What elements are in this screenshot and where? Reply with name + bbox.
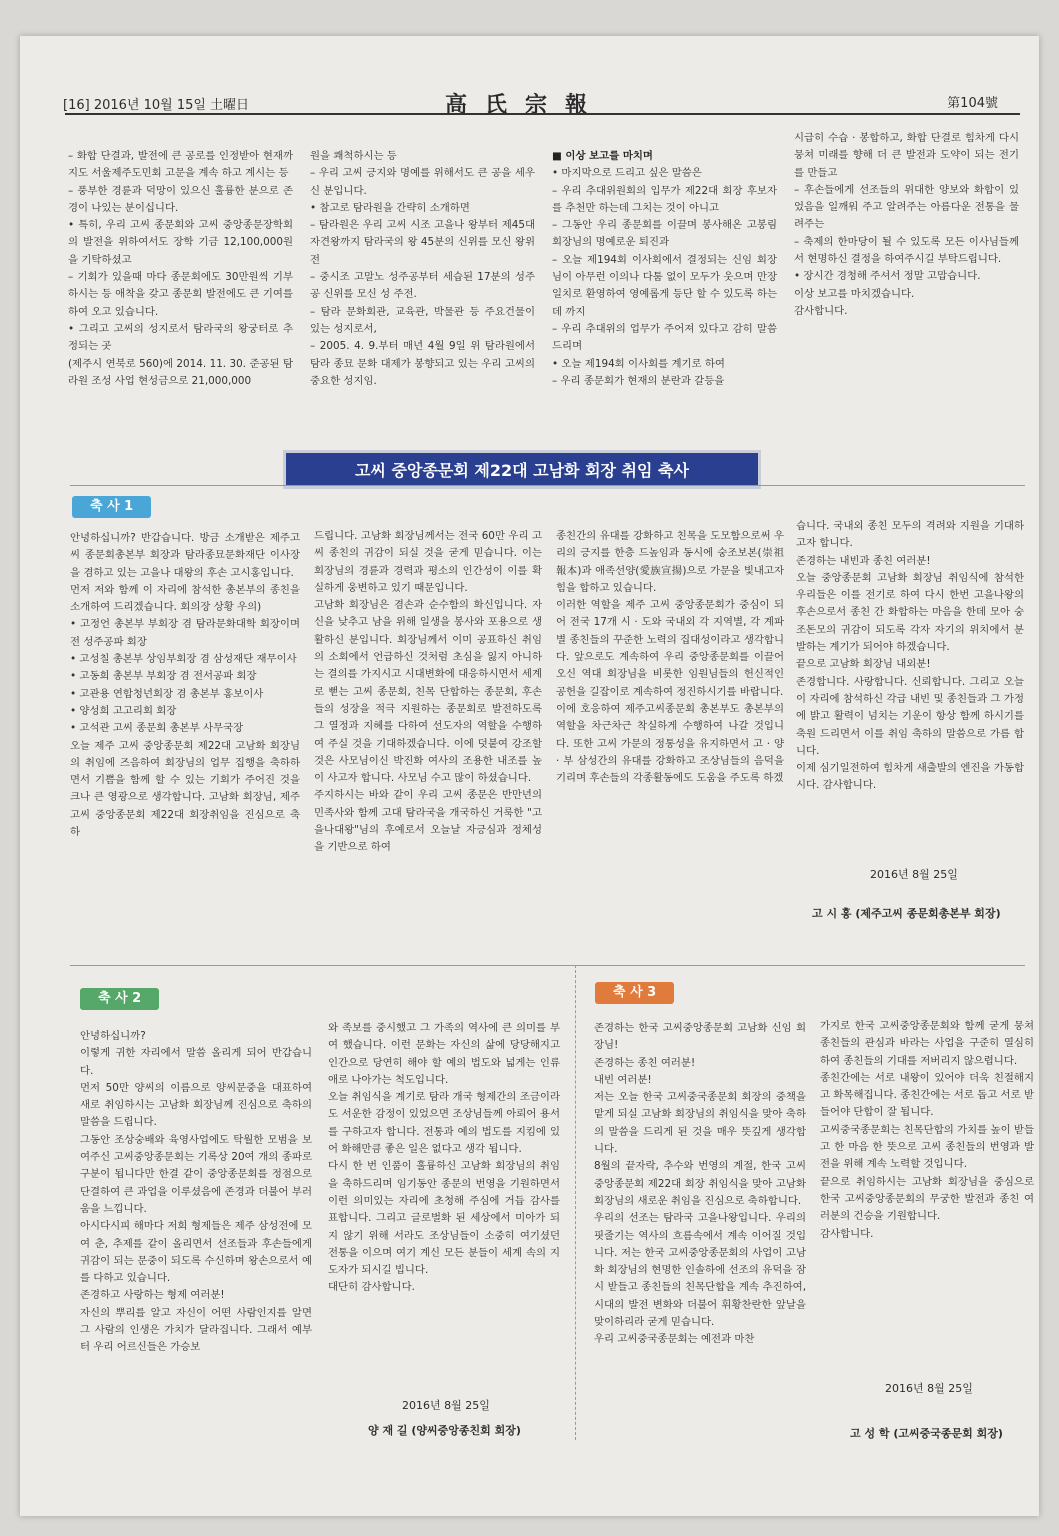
congrats-3-column-1 bbox=[594, 1020, 806, 1349]
paragraph: 감사합니다. bbox=[794, 304, 848, 317]
paragraph: – 후손들에게 선조들의 위대한 양보와 화합이 있었음을 일깨워 주고 알려주는 아름다운 전통을 물려주는 bbox=[794, 183, 1019, 231]
paragraph: • 마지막으로 드리고 싶은 말씀은 bbox=[552, 167, 702, 180]
paragraph: – 기회가 있을때 마다 종문회에도 30만원씩 기부하시는 등 애착을 갖고 종문회 발전에도 큰 기여를 하여 오고 있습니다. bbox=[68, 271, 293, 318]
paragraph: 먼저 50만 양씨의 이름으로 양씨문중을 대표하여 새로 취임하시는 고남화 회장님께 진심으로 축하의 말씀을 드립니다. bbox=[80, 1081, 312, 1129]
paragraph: 저는 오늘 한국 고씨중국종문회 회장의 중책을 맡게 되실 고남화 회장님의 취임식을 맞아 축하의 말씀을 드리게 된 것을 매우 뜻깊게 생각합니다. bbox=[594, 1091, 806, 1156]
paragraph: 와 족보를 중시했고 그 가족의 역사에 큰 의미를 부여 했습니다. 이런 문화는 자신의 삶에 당당해지고 인간으로 당연히 해야 할 예의 법도와 넓게는 인류애로 나아가는 척도입니다. bbox=[328, 1022, 560, 1086]
paragraph: 오늘 중앙종문회 고남화 회장님 취임식에 참석한 우리들은 이를 전기로 하여 다시 한번 고을나왕의 후손으로서 종친 간 화합하는 마음을 한데 모아 숭조돈모의 귀감이 되도록 각자 자기의 위치에서 분발하는 계기가 되어야 하겠습니다. bbox=[796, 571, 1024, 654]
congrats-3-tag: 축 사 3 bbox=[595, 982, 674, 1004]
paragraph: 습니다. 국내외 종친 모두의 격려와 지원을 기대하고자 합니다. bbox=[796, 520, 1024, 550]
section-divider-2 bbox=[70, 965, 1025, 966]
paragraph: 끝으로 고남화 회장님 내외분! bbox=[796, 658, 931, 671]
paragraph: 오늘 제주 고씨 중앙종문회 제22대 고남화 회장님의 취임에 즈음하여 회장님의 업무 집행을 축하하면서 기쁨을 함께 할 수 있는 기회가 주어진 것을 크나 큰 영광으로 생각합니다. 고남화 회장님, 제주 고씨 중앙종문회 제22대 회장취임을 진심으로 축하 bbox=[70, 739, 300, 839]
paragraph: 이에 호응하여 제주고씨종문회 총본부도 총본부의 역할을 차근차근 착실하게 수행하여 나갈 것입니다. 또한 고씨 가문의 정통성을 유지하면서 고 · 양 · 부 삼성간의 유대를 강화하고 조상님들의 음덕을 기리며 후손들의 각종활동에도 도움을 주도록 하겠 bbox=[556, 702, 784, 785]
paragraph: 종친간에는 서로 내왕이 있어야 더욱 친절해지고 화목해집니다. 종친간에는 서로 돕고 서로 받들어야 단합이 잘 됩니다. bbox=[820, 1071, 1034, 1119]
paragraph: 시급히 수습 · 봉합하고, 화합 단결로 힘차게 다시 뭉쳐 미래를 향해 더 큰 발전과 도약이 되는 전기를 만들고 bbox=[794, 132, 1019, 179]
paragraph: 원을 쾌척하시는 등 bbox=[310, 150, 397, 162]
paragraph: 존경합니다. 사랑합니다. 신뢰합니다. 그리고 오늘 이 자리에 참석하신 각급 내빈 및 종친들과 그 가정에 밝고 활력이 넘치는 기운이 항상 함께 하시기를 축원 드리면서 이를 취임 축하의 말씀으로 가름 합니다. bbox=[796, 675, 1024, 757]
top-column-1 bbox=[68, 148, 293, 390]
paragraph: 오늘 취임식을 계기로 탐라 개국 형제간의 조금이라도 서운한 감정이 있었으면 조상님들께 아뢰어 용서를 구하고자 합니다. 전통과 예의 법도를 지킴에 있어 화해만큼 좋은 일은 없다고 생각 됩니다. bbox=[328, 1091, 560, 1156]
paragraph: 고남화 회장님은 겸손과 순수함의 화신입니다. 자신을 낮추고 남을 위해 일생을 봉사와 포용으로 생활하신 분입니다. 회장님께서 이미 공표하신 취임의 소회에서 언급하신 것처럼 초심을 잃지 아니하는 결의를 가지시고 시대변화에 대응하시면서 세계로 뻗는 고씨 종문회, 친목 단합하는 종문회, 후손들의 성장을 적극 지원하는 종문회로 발전하도록 그 열정과 지혜를 다하여 선도자의 역할을 수행하여 주실 것을 기대하겠습니다. 이에 덧붙여 강조할 것은 사모님이신 박진화 여사의 조용한 내조를 높이 사고자 합니다. 사모님 수고 많이 하셨습니다. bbox=[314, 599, 542, 785]
paragraph: • 오늘 제194회 이사회를 계기로 하여 bbox=[552, 357, 725, 370]
paragraph: 우리 고씨중국종문회는 예전과 마찬 bbox=[594, 1333, 755, 1346]
paragraph: 존경하고 사랑하는 형제 여러분! bbox=[80, 1289, 225, 1302]
report-heading: ■ 이상 보고를 마치며 bbox=[552, 150, 653, 162]
paragraph: 존경하는 내빈과 종친 여러분! bbox=[796, 554, 931, 567]
paragraph: – 우리 추대위원회의 입무가 제22대 회장 후보자를 추천만 하는데 그치는 것이 아니고 bbox=[552, 184, 777, 214]
paragraph: – 2005. 4. 9.부터 매년 4월 9일 위 탐라원에서 탐라 종묘 문화 대제가 봉향되고 있는 우리 고씨의 중요한 성지임. bbox=[310, 340, 535, 387]
paragraph: • 참고로 탐라원을 간략히 소개하면 bbox=[310, 201, 470, 214]
congrats-1-column-1 bbox=[70, 530, 300, 841]
paragraph: 그동안 조상숭배와 육영사업에도 탁월한 모범을 보여주신 고씨중앙종문회는 기록상 20여 개의 종파로 구분이 됩니다만 한결 같이 중앙종문회를 정점으로 단결하여 큰 과업을 이루셨음에 존경과 더불어 부러움을 느낍니다. bbox=[80, 1133, 312, 1215]
congrats-2-column-2 bbox=[328, 1020, 560, 1297]
paragraph: 안녕하십니까? bbox=[80, 1030, 146, 1042]
paragraph: • 고관용 연합청년회장 겸 총본부 홍보이사 bbox=[70, 687, 264, 700]
paragraph: – 화합 단결과, 발전에 큰 공로를 인정받아 현재까지도 서울제주도민회 고문을 계속 하고 계시는 등 bbox=[68, 150, 293, 180]
paragraph: (제주시 연북로 560)에 2014. 11. 30. 준공된 탐라원 조성 사업 현성금으로 21,000,000 bbox=[68, 357, 293, 387]
paragraph: – 우리 종문회가 현재의 분란과 갈등을 bbox=[552, 374, 725, 387]
paragraph: 우리의 선조는 탐라국 고을나왕입니다. 우리의 핏줄기는 역사의 흐름속에서 계속 이어질 것입니다. 저는 한국 고씨중앙종문회의 사업이 고남화 회장님의 현명한 인솔하에 선조의 유덕을 잠시 받들고 종친들의 친목단합을 계속 추진하여, 시대의 발전 변화와 더불어 휘황찬란한 앞날을 맞이하리라 굳게 믿습니다. bbox=[594, 1212, 806, 1329]
congrats-2-date: 2016년 8월 25일 bbox=[402, 1399, 490, 1412]
paragraph: – 그동안 우리 종문회를 이끌며 봉사해온 고봉림회장님의 명예로운 퇴진과 bbox=[552, 219, 777, 249]
congrats-1-signature: 고 시 홍 (제주고씨 종문회총본부 회장) bbox=[812, 907, 1001, 920]
paragraph: 고씨중국종문회는 친목단합의 가치를 높이 받들고 한 마음 한 뜻으로 고씨 종친들의 번영과 발전을 위해 계속 노력할 것입니다. bbox=[820, 1123, 1034, 1171]
paragraph: 내빈 여러분! bbox=[594, 1073, 652, 1086]
congrats-1-column-2 bbox=[314, 528, 542, 857]
paragraph: 먼저 저와 함께 이 자리에 참석한 총본부의 종친을 소개하여 드리겠습니다. 회의장 상황 우의) bbox=[70, 583, 300, 614]
column-divider bbox=[575, 965, 576, 1440]
paragraph: 가지로 한국 고씨중앙종문회와 함께 굳게 뭉쳐 종친들의 관심과 바라는 사업을 구준히 열심히 하여 종친들의 기대를 저버리지 않으렵니다. bbox=[820, 1020, 1034, 1067]
congrats-1-column-4 bbox=[796, 518, 1024, 795]
congrats-1-tag: 축 사 1 bbox=[72, 496, 151, 518]
congrats-3-signature: 고 성 학 (고씨중국종문회 회장) bbox=[850, 1427, 1003, 1440]
paragraph: 8월의 끝자락, 추수와 번영의 계절, 한국 고씨중앙종문회 제22대 회장 취임식을 맞아 고남화 회장님의 새로운 취임을 진심으로 축하합니다. bbox=[594, 1160, 806, 1207]
paragraph: • 고동희 총본부 부회장 겸 전서공파 회장 bbox=[70, 670, 257, 683]
paragraph: – 풍부한 경륜과 덕망이 있으신 훌륭한 분으로 존경이 나있는 분이십니다. bbox=[68, 184, 293, 214]
paragraph: 감사합니다. bbox=[820, 1227, 874, 1240]
paragraph: 존경하는 한국 고씨중앙종문회 고남화 신임 회장님! bbox=[594, 1022, 806, 1052]
paragraph: – 오늘 제194회 이사회에서 결정되는 신임 회장님이 아무런 이의나 다툼 없이 모두가 웃으며 만장일치로 환영하여 영예롭게 등단 할 수 있도록 하는데 까지 bbox=[552, 253, 777, 318]
paragraph: 존경하는 종친 여러분! bbox=[594, 1056, 696, 1069]
paragraph: – 탐라원은 우리 고씨 시조 고을나 왕부터 제45대 자견왕까지 탐라국의 왕 45분의 신위를 모신 왕위전 bbox=[310, 219, 535, 266]
paragraph: 이러한 역할을 제주 고씨 중앙종문회가 중심이 되어 전국 17개 시 · 도와 국내외 각 지역별, 각 계파별 종친들의 꾸준한 노력의 집대성이라고 생각합니다. 앞으로도 계속하여 우리 중앙종문회를 이끌어 오신 역대 회장님을 비롯한 임원님들의 헌신적인 공헌을 길잡이로 계속하여 정진하시기를 바랍니다. bbox=[556, 599, 784, 698]
paper-title: 高氏宗報 bbox=[445, 92, 606, 118]
top-column-3-body bbox=[552, 165, 777, 390]
paragraph: – 중시조 고말노 성주공부터 세습된 17분의 성주공 신위를 모신 성 주전. bbox=[310, 271, 535, 301]
issue-number: 第104號 bbox=[947, 96, 998, 111]
masthead bbox=[45, 50, 1010, 118]
paragraph: – 탐라 문화회관, 교육관, 박물관 등 주요건물이 있는 성지로서, bbox=[310, 305, 535, 335]
paragraph: 이렇게 귀한 자리에서 말씀 올리게 되어 반갑습니다. bbox=[80, 1047, 312, 1077]
masthead-rule bbox=[65, 113, 1020, 115]
congrats-2-column-1 bbox=[80, 1028, 312, 1357]
paragraph: – 우리 고씨 긍지와 명예를 위해서도 큰 공을 세우신 분입니다. bbox=[310, 167, 535, 197]
top-column-3 bbox=[552, 148, 777, 390]
paragraph: – 우리 추대위의 업무가 주어져 있다고 감히 말씀드리며 bbox=[552, 322, 777, 353]
paragraph: • 양성희 고고리회 회장 bbox=[70, 704, 177, 717]
paragraph: 끝으로 취임하시는 고남화 회장님을 중심으로 한국 고씨중앙종문회의 무궁한 발전과 종친 여러분의 건승을 기원합니다. bbox=[820, 1175, 1034, 1223]
paragraph: 드립니다. 고남화 회장님께서는 전국 60만 우리 고씨 종친의 귀감이 되실 것을 굳게 믿습니다. 이는 회장님의 경륜과 경력과 평소의 인간성이 이를 확실하게 웅변하고 있기 때문입니다. bbox=[314, 530, 542, 594]
paragraph: • 특히, 우리 고씨 종문회와 고씨 중앙종문장학회의 발전을 위하여서도 장학 기금 12,100,000원을 기탁하셨고 bbox=[68, 219, 293, 266]
top-column-2 bbox=[310, 148, 535, 390]
congrats-1-date: 2016년 8월 25일 bbox=[870, 868, 958, 881]
section-banner: 고씨 중앙종문회 제22대 고남화 회장 취임 축사 bbox=[283, 450, 761, 489]
paragraph: 대단히 감사합니다. bbox=[328, 1281, 415, 1294]
paragraph: 다시 한 번 인품이 훌륭하신 고남화 회장님의 취임을 축하드리며 임기동안 종문의 번영을 기원하면서 이런 의미있는 자리에 초청해 주심에 거듭 감사를 표합니다. 그리고 글로벌화 된 세상에서 미아가 되지 않기 위해 서라도 조상님들이 소중히 여기셨던 전통을 이으며 여기 계신 모든 분들이 세계 속의 지도자가 되시길 빕니다. bbox=[328, 1160, 560, 1277]
paragraph: 안녕하십니까? 반갑습니다. 방금 소개받은 제주고씨 종문회총본부 회장과 탐라종묘문화재단 이사장을 겸하고 있는 고을나 대왕의 후손 고시홍입니다. bbox=[70, 532, 300, 579]
congrats-2-tag: 축 사 2 bbox=[80, 988, 159, 1010]
paragraph: • 고성칠 총본부 상임부회장 겸 삼성재단 재무이사 bbox=[70, 653, 297, 666]
paragraph: 종친간의 유대를 강화하고 친목을 도모함으로써 우리의 긍지를 한층 드높임과 동시에 숭조보본(崇祖報本)과 애족선양(愛族宣揚)으로 가문을 빛내고자 힘을 합하고 있습니다. bbox=[556, 530, 784, 594]
paragraph: – 축제의 한마당이 될 수 있도록 모든 이사님들께서 현명하신 결정을 하여주시길 부탁드립니다. bbox=[794, 235, 1019, 266]
paragraph: • 고석관 고씨 종문회 총본부 사무국장 bbox=[70, 722, 244, 735]
paragraph: • 장시간 경청해 주셔서 정말 고맙습니다. bbox=[794, 270, 981, 283]
paragraph: 이제 심기일전하여 힘차게 새출발의 엔진을 가동합시다. 감사합니다. bbox=[796, 762, 1024, 792]
issue-date: [16] 2016년 10월 15일 土曜日 bbox=[63, 98, 250, 113]
paragraph: • 그리고 고씨의 성지로서 탐라국의 왕궁터로 추정되는 곳 bbox=[68, 322, 293, 353]
paragraph: 아시다시피 해마다 저희 형제들은 제주 삼성전에 모여 춘, 추제를 같이 올리면서 선조들과 후손들에게 귀감이 되는 문중이 되도록 수신하며 왕손으로서 예를 다하고 있습니다. bbox=[80, 1220, 312, 1285]
congrats-3-date: 2016년 8월 25일 bbox=[885, 1382, 973, 1395]
paragraph: 주지하시는 바와 같이 우리 고씨 종문은 반만년의 민족사와 함께 고대 탐라국을 개국하신 거룩한 "고을나대왕"님의 후예로서 오늘날 자긍심과 정체성을 기반으로 하여 bbox=[314, 789, 542, 854]
paragraph: 이상 보고를 마치겠습니다. bbox=[794, 287, 915, 300]
congrats-3-column-2 bbox=[820, 1018, 1034, 1243]
congrats-2-signature: 양 재 길 (양씨중앙종친회 회장) bbox=[368, 1424, 521, 1437]
top-column-4 bbox=[794, 130, 1019, 320]
congrats-1-column-3 bbox=[556, 528, 784, 787]
paragraph: • 고정언 총본부 부회장 겸 탐라문화대학 회장이며 전 성주공파 회장 bbox=[70, 618, 300, 648]
section-divider bbox=[70, 485, 1025, 486]
paragraph: 자신의 뿌리를 알고 자신이 어떤 사람인지를 알면 그 사람의 인생은 가치가 달라집니다. 그래서 예부터 우리 어르신들은 가승보 bbox=[80, 1306, 312, 1354]
